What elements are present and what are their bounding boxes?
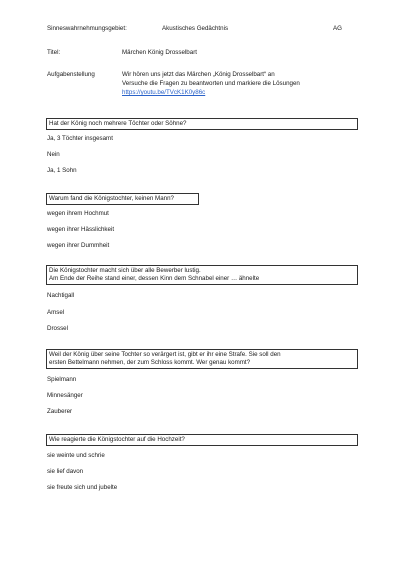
question-box-5: [46, 434, 358, 446]
title-value: Märchen König Drosselbart: [122, 49, 197, 56]
area-label: Sinneswahrnehmungsgebiet:: [47, 25, 127, 32]
answer-option[interactable]: Nachtigall: [47, 292, 75, 299]
question-box-1: [46, 118, 358, 130]
answer-option[interactable]: Spielmann: [47, 376, 77, 383]
answer-option[interactable]: Ja, 1 Sohn: [47, 167, 77, 174]
answer-option[interactable]: sie lief davon: [47, 468, 84, 475]
answer-option[interactable]: sie weinte und schrie: [47, 452, 105, 459]
task-line-1: Wir hören uns jetzt das Märchen „König Drosselbart“ an: [122, 71, 275, 78]
answer-option[interactable]: Ja, 3 Töchter insgesamt: [47, 135, 113, 142]
task-label: Aufgabenstellung: [47, 71, 95, 78]
task-link[interactable]: https://youtu.be/TVcK1K0y86c: [122, 89, 206, 96]
answer-option[interactable]: wegen ihrer Dummheit: [47, 242, 110, 249]
question-text: Hat der König noch mehrere Töchter oder Söhne?: [49, 120, 187, 127]
question-text: Wie reagierte die Königstochter auf die Hochzeit?: [49, 436, 185, 443]
answer-option[interactable]: Drossel: [47, 325, 68, 332]
question-text-line-1: Weil der König über seine Tochter so verärgert ist, gibt er ihr eine Strafe. Sie soll den: [49, 351, 281, 358]
task-line-2: Versuche die Fragen zu beantworten und markiere die Lösungen: [122, 80, 300, 87]
answer-option[interactable]: wegen ihrem Hochmut: [47, 210, 109, 217]
title-label: Titel:: [47, 49, 61, 56]
question-text-line-1: Die Königstochter macht sich über alle Bewerber lustig.: [49, 267, 201, 274]
answer-option[interactable]: Nein: [47, 151, 60, 158]
question-text: Warum fand die Königstochter, keinen Mann?: [49, 195, 174, 202]
question-text-line-2: Am Ende der Reihe stand einer, dessen Kinn dem Schnabel einer … ähnelte: [49, 275, 260, 283]
answer-option[interactable]: Minnesänger: [47, 392, 83, 399]
area-value: Akustisches Gedächtnis: [162, 25, 229, 32]
initials: AG: [333, 25, 342, 32]
question-box-3: [46, 265, 358, 285]
answer-option[interactable]: Zauberer: [47, 408, 73, 415]
answer-option[interactable]: sie freute sich und jubelte: [47, 484, 118, 491]
answer-option[interactable]: Amsel: [47, 309, 65, 316]
question-box-4: [46, 349, 358, 369]
question-box-2: [46, 193, 199, 205]
answer-option[interactable]: wegen ihrer Hässlichkeit: [47, 226, 115, 233]
question-text-line-2: ersten Bettelmann nehmen, der zum Schloss kommt. Wer genau kommt?: [49, 359, 251, 367]
